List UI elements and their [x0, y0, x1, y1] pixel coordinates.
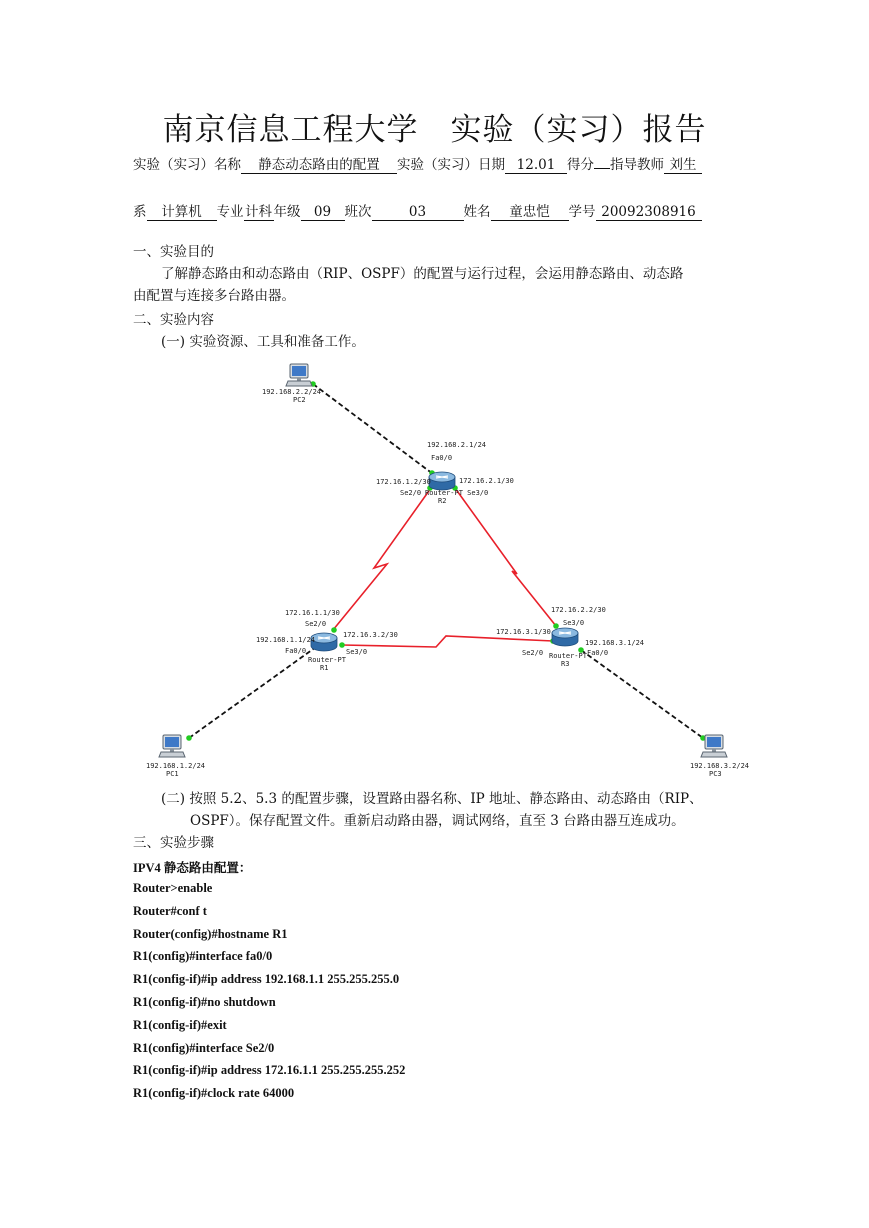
code-line: Router#conf t — [133, 903, 207, 918]
r1-se3-ip-label: 172.16.3.2/30 — [343, 631, 398, 639]
r3-model-label: Router-PT — [549, 652, 587, 660]
code-line: R1(config-if)#ip address 192.168.1.1 255.255.255.0 — [133, 972, 400, 987]
section-2-item-2-line-2: OSPF）。保存配置文件。重新启动路由器，调试网络，直至 3 台路由器互连成功。 — [190, 813, 685, 829]
pc2-name-label: PC2 — [293, 396, 306, 404]
code-line: R1(config)#interface Se2/0 — [133, 1040, 275, 1055]
score-label: 得分 — [567, 157, 594, 173]
r2-model-label: Router-PT Se3/0 — [425, 489, 489, 497]
section-2-item-2-line-1: (二) 按照 5.2、5.3 的配置步骤，设置路由器名称、IP 地址、静态路由、动态路由（RIP、 — [161, 791, 703, 807]
pc1-name-label: PC1 — [166, 770, 179, 778]
name-value: 童忠恺 — [491, 205, 569, 221]
r1-se3-label: Se3/0 — [346, 648, 368, 656]
code-line: Router>enable — [133, 881, 213, 895]
r1-fa-label: Fa0/0 — [285, 647, 307, 655]
section-3-heading: 三、实验步骤 — [133, 835, 214, 851]
r1-se2-ip-label: 172.16.1.1/30 — [285, 609, 340, 617]
r2-name-label: R2 — [438, 497, 447, 505]
id-label: 学号 — [568, 204, 596, 220]
r3-fa-label: Fa0/0 — [587, 649, 609, 657]
major-label: 专业 — [216, 204, 244, 220]
pc1-icon — [159, 735, 185, 757]
class-value: 03 — [372, 205, 464, 221]
code-line: R1(config-if)#ip address 172.16.1.1 255.255.255.252 — [133, 1063, 406, 1078]
r3-se3-label: Se3/0 — [563, 619, 585, 627]
r3-se2-label: Se2/0 — [522, 649, 544, 657]
code-line: R1(config-if)#no shutdown — [133, 995, 276, 1009]
r3-fa-ip-label: 192.168.3.1/24 — [585, 639, 645, 647]
section-1-body-line-1: 了解静态路由和动态路由（RIP、OSPF）的配置与运行过程，会运用静态路由、动态路 — [161, 266, 684, 282]
major-value: 计科 — [245, 204, 272, 220]
code-line: Router(config)#hostname R1 — [133, 926, 288, 941]
r1-model-label: Router-PT — [308, 656, 346, 664]
router-r3-icon — [552, 628, 578, 646]
r1-name-label: R1 — [320, 664, 329, 672]
pc2-icon — [286, 364, 312, 386]
date-value: 12.01 — [505, 158, 567, 174]
link-r1-r2 — [333, 488, 431, 630]
pc2-ip-label: 192.168.2.2/24 — [262, 388, 322, 396]
date-label: 实验（实习）日期 — [397, 157, 505, 173]
teacher-label: 指导教师 — [610, 157, 664, 173]
class-label: 班次 — [344, 204, 372, 220]
section-2-item-1: (一) 实验资源、工具和准备工作。 — [161, 334, 365, 350]
exp-name-label: 实验（实习）名称 — [133, 157, 241, 173]
serial-links — [333, 488, 556, 647]
link-pc2-r2 — [313, 384, 433, 474]
code-line: R1(config-if)#clock rate 64000 — [133, 1086, 295, 1101]
router-r2-icon — [429, 472, 455, 490]
r2-right-ip-label: 172.16.2.1/30 — [459, 477, 514, 485]
r2-fa-if-label: Fa0/0 — [431, 454, 453, 462]
r3-se2-ip-label: 172.16.3.1/30 — [496, 628, 551, 636]
ethernet-links — [189, 384, 703, 738]
link-r2-r3 — [455, 488, 556, 626]
link-pc3-r3 — [581, 650, 703, 738]
r2-fa-ip-label: 192.168.2.1/24 — [427, 441, 487, 449]
grade-value: 09 — [301, 205, 345, 221]
pc1-ip-label: 192.168.1.2/24 — [146, 762, 206, 770]
page-title: 南京信息工程大学 实验（实习）报告 — [162, 112, 707, 148]
code-heading: IPV4 静态路由配置： — [133, 861, 252, 875]
exp-name-value: 静态动态路由的配置 — [241, 158, 397, 174]
r3-name-label: R3 — [561, 660, 570, 668]
code-line: R1(config)#interface fa0/0 — [133, 949, 273, 964]
teacher-value: 刘生 — [664, 158, 702, 174]
port-indicators — [186, 381, 706, 741]
section-1-body-line-2: 由配置与连接多台路由器。 — [133, 288, 295, 304]
section-1-heading: 一、实验目的 — [133, 244, 214, 260]
pc3-icon — [701, 735, 727, 757]
r3-se3-ip-label: 172.16.2.2/30 — [551, 606, 606, 614]
r1-fa-ip-label: 192.168.1.1/24 — [256, 636, 316, 644]
pc3-ip-label: 192.168.3.2/24 — [690, 762, 750, 770]
section-2-heading: 二、实验内容 — [133, 312, 214, 328]
r1-se2-label: Se2/0 — [305, 620, 327, 628]
link-pc1-r1 — [189, 647, 316, 738]
id-value: 20092308916 — [596, 205, 702, 221]
r2-left-ip-label: 172.16.1.2/30 — [376, 478, 431, 486]
grade-label: 年级 — [273, 204, 301, 220]
dept-label: 系 — [133, 204, 147, 220]
r2-se2-label: Se2/0 — [400, 489, 422, 497]
pc3-name-label: PC3 — [709, 770, 722, 778]
name-label: 姓名 — [463, 204, 491, 220]
dept-value: 计算机 — [147, 205, 217, 221]
code-line: R1(config-if)#exit — [133, 1017, 227, 1032]
